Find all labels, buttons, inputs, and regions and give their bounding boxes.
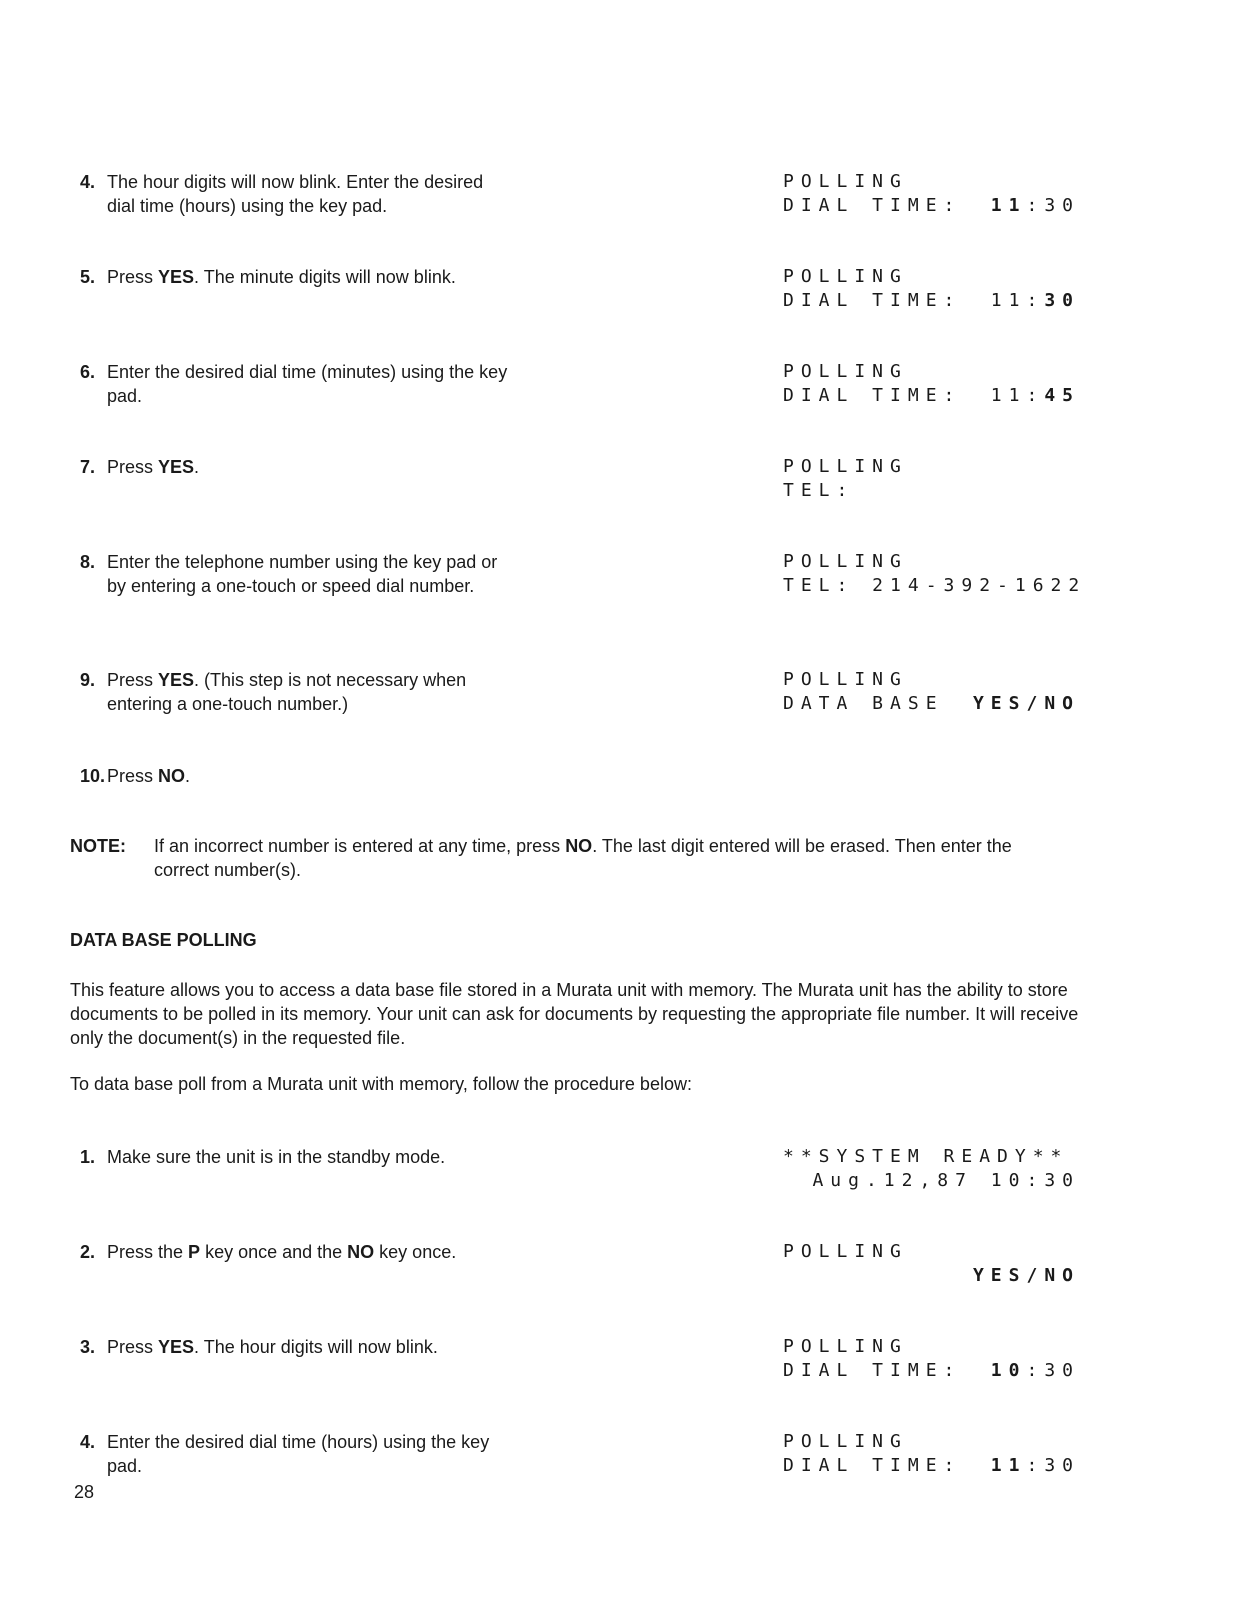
lcd-line-2-label: DIAL TIME: (783, 195, 962, 216)
lcd-line-2-label: DIAL TIME: (783, 1455, 962, 1476)
step-number: 4. (80, 1432, 96, 1452)
text-run: . The hour digits will now blink. (194, 1337, 438, 1357)
step-number: 2. (80, 1242, 96, 1262)
bold-text: NO (565, 836, 593, 856)
lcd-display (783, 550, 1087, 598)
bold-text: NO (347, 1242, 375, 1262)
step-text (80, 170, 500, 218)
step-10-upper (80, 764, 520, 788)
lcd-line-2-label: DIAL TIME: (783, 1360, 962, 1381)
step-text (80, 265, 560, 289)
step-text (80, 360, 520, 408)
bold-text: YES (158, 457, 195, 477)
text-run: Press (107, 267, 159, 287)
text-run: Make sure the unit is in the standby mode. (107, 1147, 446, 1167)
step-number: 6. (80, 362, 96, 382)
step-3-lower (80, 1335, 520, 1359)
text-run: . (185, 766, 191, 786)
lcd-line-2-value (991, 1454, 1080, 1478)
lcd-line-2-value (973, 692, 1080, 716)
text-run: key once. (374, 1242, 457, 1262)
lcd-line-1: **SYSTEM READY** (783, 1146, 1069, 1167)
step-number: 4. (80, 172, 96, 192)
lcd-display (783, 1430, 1080, 1478)
lcd-line-2-value (991, 384, 1080, 408)
note (70, 834, 1070, 882)
bold-text: 11 (990, 195, 1027, 216)
text-run: . (This step is not necessary when entering a one-touch number.) (107, 670, 467, 714)
step-number: 8. (80, 552, 96, 572)
bold-text: 30 (1044, 290, 1080, 311)
step-5-upper (80, 265, 560, 289)
step-number: 10. (80, 766, 106, 786)
lcd-display (783, 455, 1073, 503)
step-9-upper (80, 668, 500, 716)
step-text (80, 1430, 500, 1478)
bold-text: YES (158, 1337, 195, 1357)
lcd-line-1: POLLING (783, 456, 908, 477)
step-number: 7. (80, 457, 96, 477)
lcd-line-2-value (991, 289, 1080, 313)
step-2-lower (80, 1240, 520, 1264)
lcd-line-1: POLLING (783, 171, 908, 192)
lcd-line-1: POLLING (783, 1241, 908, 1262)
lcd-line-2-value (991, 1359, 1080, 1383)
text-run: Enter the desired dial time (hours) using the key pad. (107, 1432, 490, 1476)
intro-paragraph: This feature allows you to access a data base file stored in a Murata unit with memory. The Murata unit has the ability to store documents to be polled in its memory. Your unit can ask for documents by requesting the appropriate file number. It will receive only the document(s) in the requested file. (70, 980, 1079, 1048)
step-number: 9. (80, 670, 96, 690)
bold-text: 10 (990, 1360, 1027, 1381)
text-run: Press (107, 1337, 159, 1357)
lcd-display (783, 265, 1080, 313)
note-text (70, 834, 1070, 882)
section-heading: DATA BASE POLLING (70, 930, 257, 950)
lcd-line-2-label: TEL: 214-392-1622 (783, 575, 1087, 596)
step-text (80, 550, 520, 598)
bold-text: YES/NO (972, 693, 1080, 714)
bold-text: 45 (1044, 385, 1080, 406)
page-number: 28 (74, 1482, 95, 1502)
lcd-line-2-value (973, 1264, 1080, 1288)
bold-text: P (188, 1242, 201, 1262)
text-run: . The last digit entered will be erased. Then enter the correct number(s). (154, 836, 1012, 880)
text-run: Enter the telephone number using the key pad or by entering a one-touch or speed dial number. (107, 552, 498, 596)
lcd-line-1: POLLING (783, 1431, 908, 1452)
lcd-line-2-value (991, 194, 1080, 218)
text-run: :30 (1026, 195, 1080, 216)
lcd-line-2-label: TEL: (783, 480, 855, 501)
lcd-line-2-value (812, 1169, 1080, 1193)
lcd-line-2-label: DIAL TIME: (783, 290, 962, 311)
text-run: Enter the desired dial time (minutes) using the key pad. (107, 362, 508, 406)
text-run: Press the (107, 1242, 189, 1262)
procedure-paragraph: To data base poll from a Murata unit with memory, follow the procedure below: (70, 1074, 692, 1094)
text-run: . (194, 457, 200, 477)
text-run: 11: (990, 290, 1045, 311)
lcd-line-1: POLLING (783, 669, 908, 690)
bold-text: 11 (990, 1455, 1027, 1476)
lcd-line-1: POLLING (783, 551, 908, 572)
bold-text: NO (158, 766, 186, 786)
bold-text: YES (158, 267, 195, 287)
text-run: 11: (990, 385, 1045, 406)
step-6-upper (80, 360, 520, 408)
lcd-line-2-label: DIAL TIME: (783, 385, 962, 406)
step-text (80, 1335, 520, 1359)
lcd-line-1: POLLING (783, 266, 908, 287)
step-7-upper (80, 455, 520, 479)
step-4-lower (80, 1430, 500, 1478)
text-run: Press (107, 457, 159, 477)
text-run: :30 (1026, 1455, 1080, 1476)
text-run: Aug.12,87 10:30 (812, 1170, 1080, 1191)
text-run: Press (107, 670, 159, 690)
step-text (80, 668, 500, 716)
text-run: Press (107, 766, 159, 786)
text-run: . The minute digits will now blink. (194, 267, 456, 287)
step-8-upper (80, 550, 520, 598)
bold-text: YES (158, 670, 195, 690)
lcd-display (783, 360, 1080, 408)
lcd-line-1: POLLING (783, 1336, 908, 1357)
text-run: key once and the (200, 1242, 348, 1262)
step-text (80, 764, 520, 788)
step-4-upper (80, 170, 500, 218)
step-1-lower (80, 1145, 520, 1169)
note-label: NOTE: (70, 836, 126, 856)
lcd-line-2-label: DATA BASE (783, 693, 944, 714)
step-number: 1. (80, 1147, 96, 1167)
step-text (80, 1145, 520, 1169)
text-run: :30 (1026, 1360, 1080, 1381)
bold-text: YES/NO (972, 1265, 1080, 1286)
step-text (80, 1240, 520, 1264)
lcd-display (783, 170, 1080, 218)
lcd-display (783, 668, 1080, 716)
lcd-display (783, 1145, 1080, 1193)
lcd-line-1: POLLING (783, 361, 908, 382)
text-run: If an incorrect number is entered at any time, press (154, 836, 566, 856)
step-text (80, 455, 520, 479)
text-run: The hour digits will now blink. Enter the desired dial time (hours) using the key pad. (107, 172, 484, 216)
step-number: 5. (80, 267, 96, 287)
lcd-display (783, 1240, 1080, 1288)
step-number: 3. (80, 1337, 96, 1357)
lcd-display (783, 1335, 1080, 1383)
